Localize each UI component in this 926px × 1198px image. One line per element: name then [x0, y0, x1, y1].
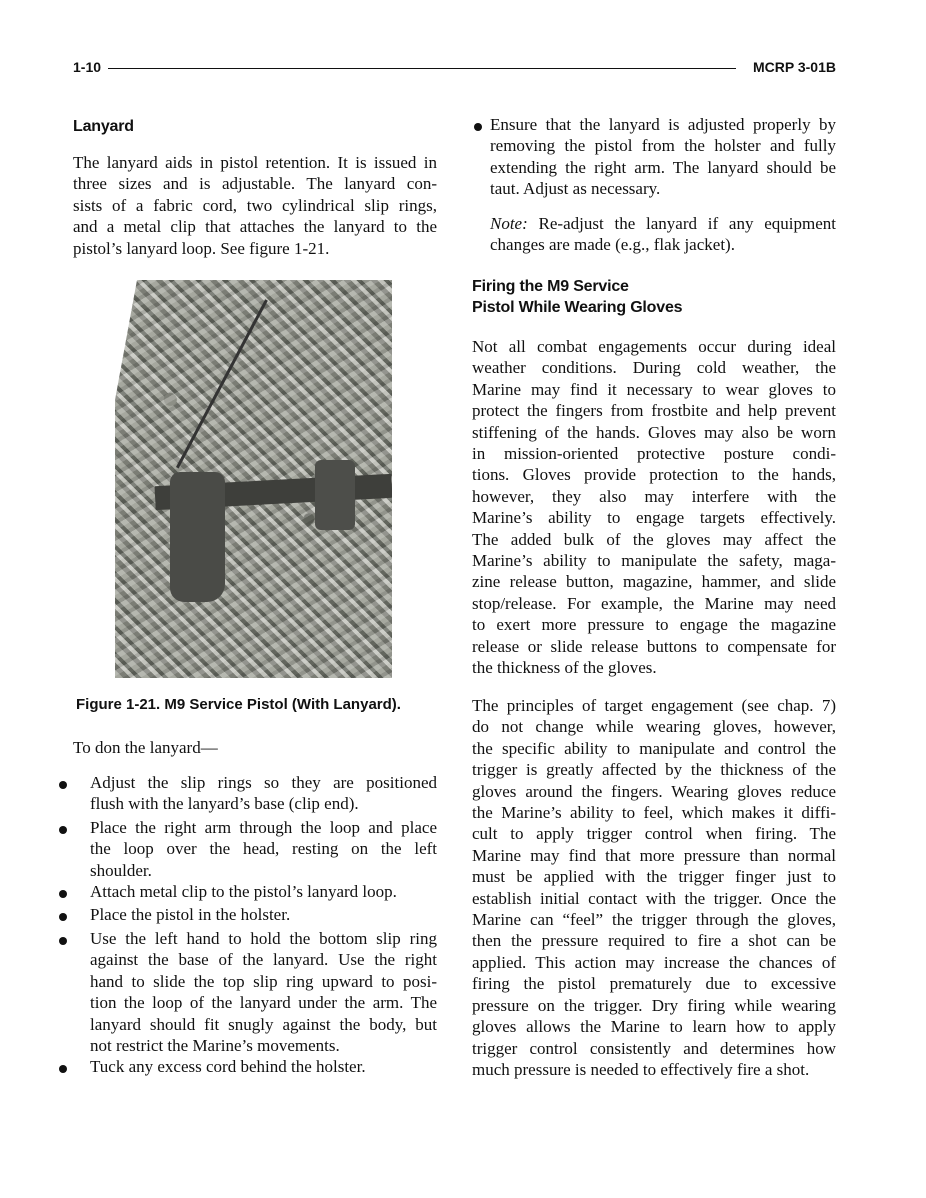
text-line: stop/release. For example, the Marine may need: [472, 593, 836, 613]
section-heading-gloves: [472, 276, 682, 318]
figure-caption: Figure 1-21. M9 Service Pistol (With Lanyard).: [76, 696, 401, 713]
bullet-icon: [59, 781, 67, 789]
text-line: pressure on the trigger. Dry firing while wearing: [472, 995, 836, 1015]
page-number: 1-10: [73, 59, 102, 75]
text-line: Adjust the slip rings so they are positioned: [90, 773, 437, 792]
text-line: Marine may find that more pressure than normal: [472, 845, 836, 865]
don-step: [90, 904, 437, 925]
gloves-paragraph-1: [472, 336, 836, 679]
text-line: Use the left hand to hold the bottom slip ring: [90, 929, 437, 948]
text-line: the thickness of the gloves.: [472, 658, 657, 678]
text-line: and a metal clip that attaches the lanyard to the: [73, 217, 437, 237]
text-line: Attach metal clip to the pistol’s lanyard loop.: [90, 882, 397, 901]
bullet-icon: [59, 890, 67, 898]
text-line: lanyard should fit snugly against the body, but: [90, 1014, 437, 1034]
gloves-paragraph-2: [472, 695, 836, 1080]
text-line: much pressure is needed to effectively fire a shot.: [472, 1059, 810, 1079]
note-line: Re-adjust the lanyard if any equipment: [527, 214, 836, 233]
text-line: release or slide release buttons to compensate for: [472, 636, 836, 656]
text-line: then the pressure required to fire a shot can be: [472, 931, 836, 951]
adjust-bullet: [490, 114, 836, 200]
text-line: Place the pistol in the holster.: [90, 905, 291, 924]
text-line: cult to apply trigger control when firing. The: [472, 824, 836, 844]
text-line: must be applied with the trigger finger just to: [472, 867, 836, 887]
text-line: removing the pistol from the holster and fully: [490, 136, 836, 156]
heading-line: Firing the M9 Service: [472, 278, 629, 295]
bullet-icon: [474, 123, 482, 131]
text-line: tion the loop of the lanyard under the arm. The: [90, 993, 437, 1013]
don-step: [90, 817, 437, 881]
text-line: applied. This action may increase the chances of: [472, 952, 836, 972]
text-line: trigger control consistently and determines how: [472, 1038, 836, 1058]
text-line: weather conditions. During cold weather, the: [472, 358, 836, 378]
text-line: taut. Adjust as necessary.: [490, 179, 661, 199]
text-line: Marine may find it necessary to wear gloves to: [472, 379, 836, 399]
text-line: protect the fingers from frostbite and help prevent: [472, 401, 836, 421]
text-line: firing the pistol prematurely due to excessive: [472, 974, 836, 994]
text-line: zine release button, magazine, hammer, and slide: [472, 572, 836, 592]
text-line: not restrict the Marine’s movements.: [90, 1036, 340, 1056]
publication-id: MCRP 3-01B: [753, 59, 836, 75]
section-heading-lanyard: Lanyard: [73, 118, 134, 135]
text-line: to exert more pressure to engage the magazine: [472, 615, 836, 635]
text-line: Marine can “feel” the trigger through the gloves,: [472, 910, 836, 930]
don-intro: [73, 737, 437, 758]
text-line: tions. Gloves provide protection to the hands,: [472, 465, 836, 485]
don-step: [90, 1056, 437, 1077]
don-step: [90, 772, 437, 815]
text-line: three sizes and is adjustable. The lanyard con-: [73, 174, 437, 194]
text-line: Marine’s ability to manipulate the safety, maga-: [472, 551, 836, 571]
text-line: flush with the lanyard’s base (clip end).: [90, 794, 359, 814]
text-line: The principles of target engagement (see chap. 7): [472, 696, 836, 715]
bullet-icon: [59, 937, 67, 945]
text-line: the specific ability to manipulate and control the: [472, 738, 836, 758]
text-line: Place the right arm through the loop and place: [90, 818, 437, 837]
figure-photo-lanyard: [115, 280, 392, 678]
text-line: trigger is greatly affected by the thickness of the: [472, 760, 836, 780]
text-line: Not all combat engagements occur during ideal: [472, 337, 836, 356]
bullet-icon: [59, 826, 67, 834]
text-line: gloves allows the Marine to learn how to apply: [472, 1017, 836, 1037]
text-line: Marine’s ability to engage targets effectively.: [472, 508, 836, 528]
text-line: extending the right arm. The lanyard should be: [490, 157, 836, 177]
text-line: establish initial contact with the trigger. Once the: [472, 888, 836, 908]
text-line: hand to slide the top slip ring upward to posi-: [90, 971, 437, 991]
header-rule: [108, 68, 736, 69]
bullet-icon: [59, 1065, 67, 1073]
text-line: The added bulk of the gloves may affect the: [472, 529, 836, 549]
note-label: Note:: [490, 214, 528, 233]
text-line: To don the lanyard—: [73, 738, 218, 757]
text-line: the loop over the head, resting on the left: [90, 839, 437, 859]
text-line: pistol’s lanyard loop. See figure 1-21.: [73, 238, 330, 258]
don-step: [90, 881, 437, 902]
note: [490, 213, 836, 256]
heading-line: Pistol While Wearing Gloves: [472, 299, 683, 316]
don-step: [90, 928, 437, 1056]
text-line: sists of a fabric cord, two cylindrical slip rings,: [73, 195, 437, 215]
text-line: in mission-oriented protective posture condi-: [472, 444, 836, 464]
text-line: however, they also may interfere with the: [472, 486, 836, 506]
note-line: changes are made (e.g., flak jacket).: [490, 235, 735, 255]
text-line: shoulder.: [90, 860, 152, 880]
text-line: stiffening of the hands. Gloves may also be worn: [472, 422, 836, 442]
text-line: Tuck any excess cord behind the holster.: [90, 1057, 366, 1076]
text-line: the Marine’s ability to feel, which makes it diffi-: [472, 803, 836, 823]
lanyard-intro-paragraph: [73, 152, 437, 259]
text-line: The lanyard aids in pistol retention. It is issued in: [73, 153, 437, 172]
text-line: gloves around the fingers. Wearing gloves reduce: [472, 781, 836, 801]
bullet-icon: [59, 913, 67, 921]
text-line: Ensure that the lanyard is adjusted properly by: [490, 115, 836, 134]
text-line: do not change while wearing gloves, however,: [472, 717, 836, 737]
text-line: against the base of the lanyard. Use the right: [90, 950, 437, 970]
